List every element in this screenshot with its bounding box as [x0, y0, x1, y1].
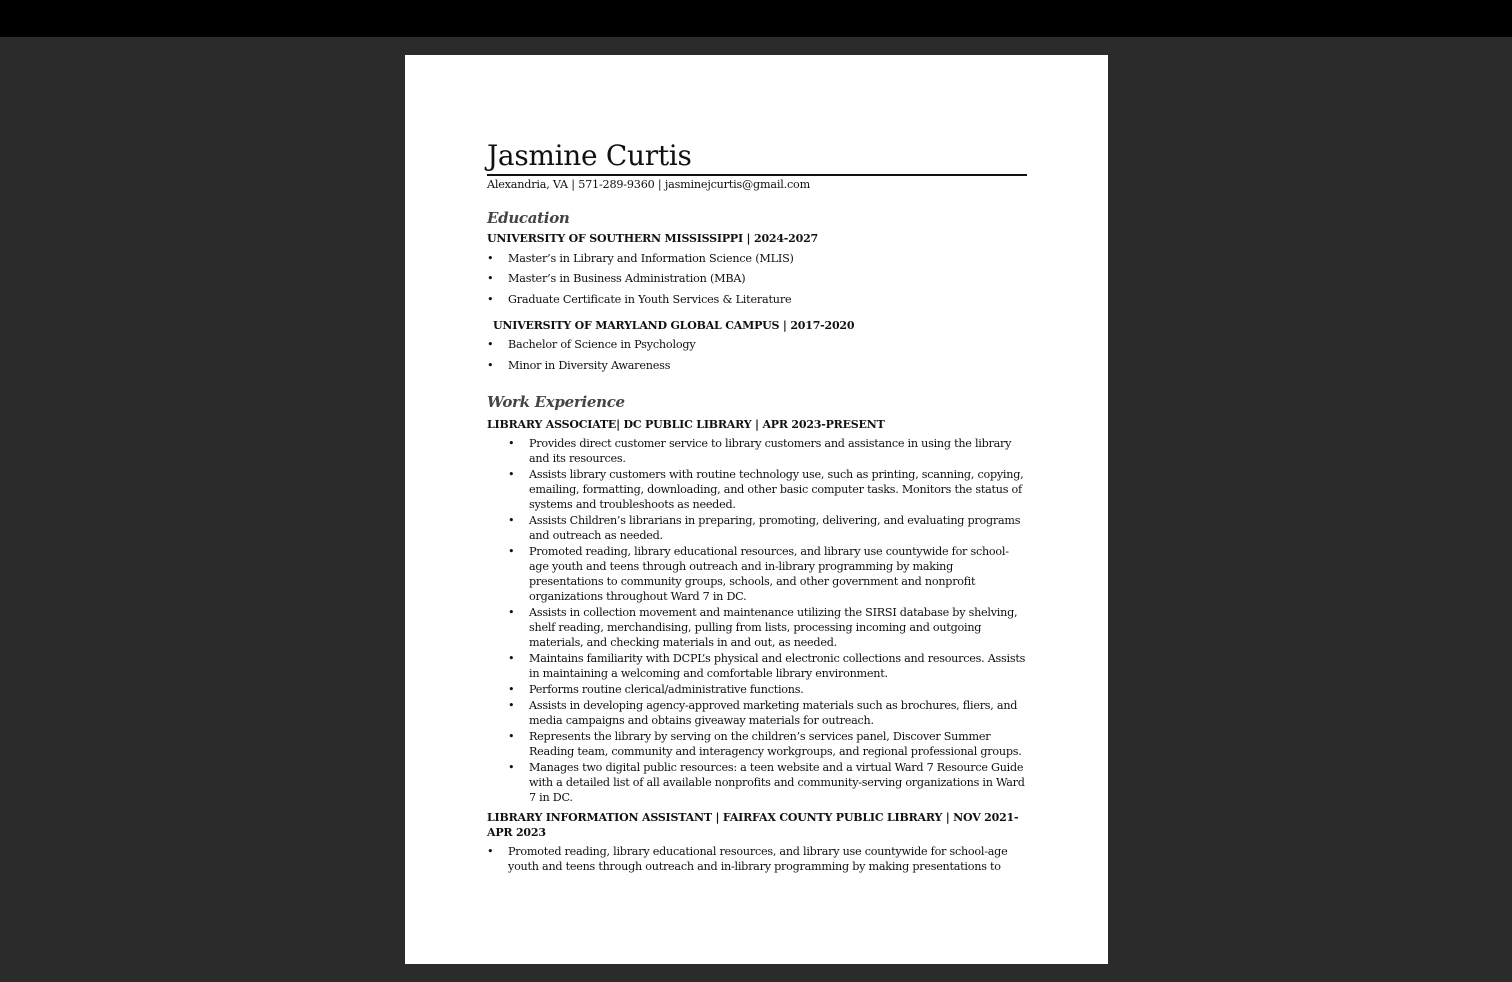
education-item: • Graduate Certificate in Youth Services & Literature [487, 292, 1027, 308]
education-item: • Master’s in Library and Information Science (MLIS) [487, 251, 1027, 267]
education-list [487, 337, 1027, 374]
contact-line: Alexandria, VA | 571-289-9360 | jasminejcurtis@gmail.com [487, 178, 810, 191]
resume-content [487, 139, 1027, 874]
resume-name: Jasmine Curtis [487, 139, 1027, 176]
education-item: • Minor in Diversity Awareness [487, 358, 1027, 374]
school-heading: UNIVERSITY OF MARYLAND GLOBAL CAMPUS | 2017-2020 [493, 318, 855, 332]
job-heading: LIBRARY ASSOCIATE| DC PUBLIC LIBRARY | APR 2023-PRESENT [487, 417, 885, 431]
job-duty: • Assists Children’s librarians in preparing, promoting, delivering, and evaluating programs and outreach as needed. [487, 513, 1027, 543]
job-duty: • Promoted reading, library educational resources, and library use countywide for school-age youth and teens through outreach and in-library programming by making presentations to community groups, schools, and other government and nonprofit organizations throughout Ward 7 in DC. [487, 544, 1027, 604]
job-duty: • Manages two digital public resources: a teen website and a virtual Ward 7 Resource Guide with a detailed list of all available nonprofits and community-serving organizations in Ward 7 in DC. [487, 760, 1027, 805]
job-duty: • Performs routine clerical/administrative functions. [487, 682, 1027, 697]
job-duty: • Assists in developing agency-approved marketing materials such as brochures, fliers, and media campaigns and obtains giveaway materials for outreach. [487, 698, 1027, 728]
education-section-title: Education [487, 209, 570, 227]
education-list [487, 251, 1027, 308]
job-duties-list [487, 436, 1027, 805]
school-heading: UNIVERSITY OF SOUTHERN MISSISSIPPI | 2024-2027 [487, 232, 818, 245]
document-page [405, 55, 1108, 964]
education-item: • Bachelor of Science in Psychology [487, 337, 1027, 353]
job-duty: • Maintains familiarity with DCPL’s physical and electronic collections and resources. Assists in maintaining a welcoming and comfortable library environment. [487, 651, 1027, 681]
work-section-title: Work Experience [487, 392, 625, 411]
job-duty: • Assists library customers with routine technology use, such as printing, scanning, copying, emailing, formatting, downloading, and other basic computer tasks. Monitors the status of systems and troubleshoots as needed. [487, 467, 1027, 512]
viewer-top-bar [0, 0, 1512, 37]
job-duty: • Assists in collection movement and maintenance utilizing the SIRSI database by shelving, shelf reading, merchandising, pulling from lists, processing incoming and outgoing materials, and checking materials in and out, as needed. [487, 605, 1027, 650]
job-duty: • Represents the library by serving on the children’s services panel, Discover Summer Reading team, community and interagency workgroups, and regional professional groups. [487, 729, 1027, 759]
job-duty: • Provides direct customer service to library customers and assistance in using the library and its resources. [487, 436, 1027, 466]
job-duty: • Promoted reading, library educational resources, and library use countywide for school-age youth and teens through outreach and in-library programming by making presentations to [487, 844, 1027, 874]
job-duties-list [487, 844, 1027, 874]
education-item: • Master’s in Business Administration (MBA) [487, 271, 1027, 287]
job-heading: LIBRARY INFORMATION ASSISTANT | FAIRFAX COUNTY PUBLIC LIBRARY | NOV 2021-APR 2023 [487, 810, 1019, 839]
